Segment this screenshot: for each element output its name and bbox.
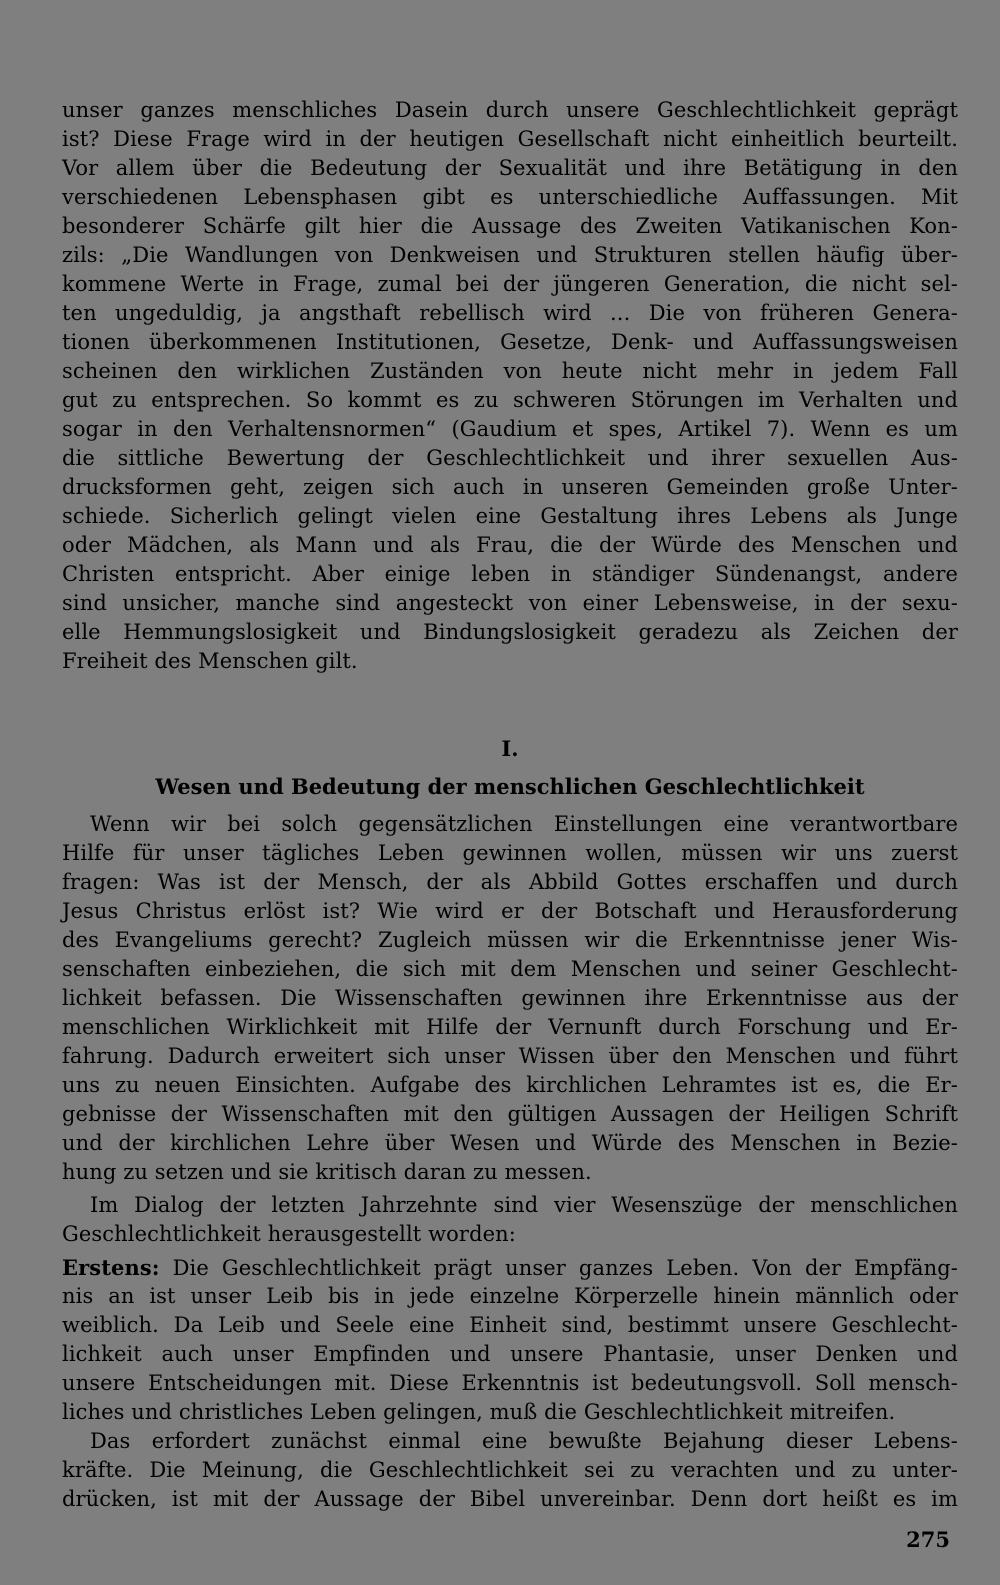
paragraph-1 <box>62 810 958 1187</box>
text-line: senschaften einbeziehen, die sich mit dem Menschen und seiner Geschlecht- <box>62 957 958 981</box>
text-line: weiblich. Da Leib und Seele eine Einheit sind, bestimmt unsere Geschlecht- <box>62 1313 958 1337</box>
text-line: gebnisse der Wissenschaften mit den gültigen Aussagen der Heiligen Schrift <box>62 1102 958 1126</box>
text-line: menschlichen Wirklichkeit mit Hilfe der Vernunft durch Forschung und Er- <box>62 1015 958 1039</box>
text-line: des Evangeliums gerecht? Zugleich müssen wir die Erkenntnisse jener Wis- <box>62 928 958 952</box>
paragraph-4 <box>62 1427 958 1514</box>
text-line: fragen: Was ist der Mensch, der als Abbild Gottes erschaffen und durch <box>62 870 958 894</box>
paragraph-2 <box>62 1191 958 1249</box>
text-line: unsere Entscheidungen mit. Diese Erkenntnis ist bedeutungsvoll. Soll mensch- <box>62 1371 958 1395</box>
text-line: ist? Diese Frage wird in der heutigen Gesellschaft nicht einheitlich beurteilt. <box>62 127 958 151</box>
text-line: lichkeit befassen. Die Wissenschaften gewinnen ihre Erkenntnisse aus der <box>62 986 958 1010</box>
text-line: sind unsicher, manche sind angesteckt von einer Lebensweise, in der sexu- <box>62 591 958 615</box>
text-line: nis an ist unser Leib bis in jede einzelne Körperzelle hinein männlich oder <box>62 1284 958 1308</box>
text-line: Christen entspricht. Aber einige leben in ständiger Sündenangst, andere <box>62 562 958 586</box>
text-line: uns zu neuen Einsichten. Aufgabe des kirchlichen Lehramtes ist es, die Er- <box>62 1073 958 1097</box>
page-body <box>62 96 958 1514</box>
text-line: sogar in den Verhaltensnormen“ (Gaudium et spes, Artikel 7). Wenn es um <box>62 417 958 441</box>
text-line: ten ungeduldig, ja angsthaft rebellisch wird ... Die von früheren Genera- <box>62 301 958 325</box>
text-line: Jesus Christus erlöst ist? Wie wird er der Botschaft und Herausforderung <box>62 899 958 923</box>
text-line: die sittliche Bewertung der Geschlechtlichkeit und ihrer sexuellen Aus- <box>62 446 958 470</box>
text-line: oder Mädchen, als Mann und als Frau, die der Würde des Menschen und <box>62 533 958 557</box>
text-line: elle Hemmungslosigkeit und Bindungslosigkeit geradezu als Zeichen der <box>62 620 958 644</box>
text-line: drucksformen geht, zeigen sich auch in unseren Gemeinden große Unter- <box>62 475 958 499</box>
text-line: Freiheit des Menschen gilt. <box>62 649 358 673</box>
text-line: Vor allem über die Bedeutung der Sexualität und ihre Betätigung in den <box>62 156 958 180</box>
text-line: Geschlechtlichkeit herausgestellt worden: <box>62 1222 516 1246</box>
paragraph-3 <box>62 1253 958 1427</box>
text-fragment: Die Geschlechtlichkeit prägt unser ganzes Leben. Von der Empfäng- <box>159 1256 958 1280</box>
text-line: besonderer Schärfe gilt hier die Aussage des Zweiten Vatikanischen Kon- <box>62 214 958 238</box>
text-line: kommene Werte in Frage, zumal bei der jüngeren Generation, die nicht sel- <box>62 272 958 296</box>
text-line: Das erfordert zunächst einmal eine bewußte Bejahung dieser Lebens- <box>90 1429 958 1453</box>
text-line: scheinen den wirklichen Zuständen von heute nicht mehr in jedem Fall <box>62 359 958 383</box>
text-line: Wenn wir bei solch gegensätzlichen Einstellungen eine verantwortbare <box>90 812 958 836</box>
text-line: Hilfe für unser tägliches Leben gewinnen wollen, müssen wir uns zuerst <box>62 841 958 865</box>
text-line: und der kirchlichen Lehre über Wesen und Würde des Menschen in Bezie- <box>62 1131 958 1155</box>
text-line: schiede. Sicherlich gelingt vielen eine Gestaltung ihres Lebens als Junge <box>62 504 958 528</box>
text-line: unser ganzes menschliches Dasein durch unsere Geschlechtlichkeit geprägt <box>62 98 958 122</box>
text-line: drücken, ist mit der Aussage der Bibel unvereinbar. Denn dort heißt es im <box>62 1487 958 1511</box>
text-line: liches und christliches Leben gelingen, muß die Geschlechtlichkeit mitreifen. <box>62 1400 896 1424</box>
text-line: kräfte. Die Meinung, die Geschlechtlichkeit sei zu verachten und zu unter- <box>62 1458 958 1482</box>
text-line: hung zu setzen und sie kritisch daran zu messen. <box>62 1160 592 1184</box>
text-line: verschiedenen Lebensphasen gibt es unterschiedliche Auffassungen. Mit <box>62 185 958 209</box>
text-line <box>62 1253 958 1282</box>
section-number: I. <box>501 736 519 761</box>
text-line: zils: „Die Wandlungen von Denkweisen und Strukturen stellen häufig über- <box>62 243 958 267</box>
text-line: gut zu entsprechen. So kommt es zu schweren Störungen im Verhalten und <box>62 388 958 412</box>
section-title: Wesen und Bedeutung der menschlichen Geschlechtlichkeit <box>155 774 865 799</box>
section-spacer <box>62 676 958 734</box>
intro-paragraph <box>62 96 958 676</box>
page-number: 275 <box>906 1527 950 1552</box>
text-line: tionen überkommenen Institutionen, Gesetze, Denk- und Auffassungsweisen <box>62 330 958 354</box>
text-line: Im Dialog der letzten Jahrzehnte sind vier Wesenszüge der menschlichen <box>90 1193 958 1217</box>
enumeration-lead: Erstens: <box>62 1255 160 1280</box>
text-line: fahrung. Dadurch erweitert sich unser Wissen über den Menschen und führt <box>62 1044 958 1068</box>
text-line: lichkeit auch unser Empfinden und unsere Phantasie, unser Denken und <box>62 1342 958 1366</box>
